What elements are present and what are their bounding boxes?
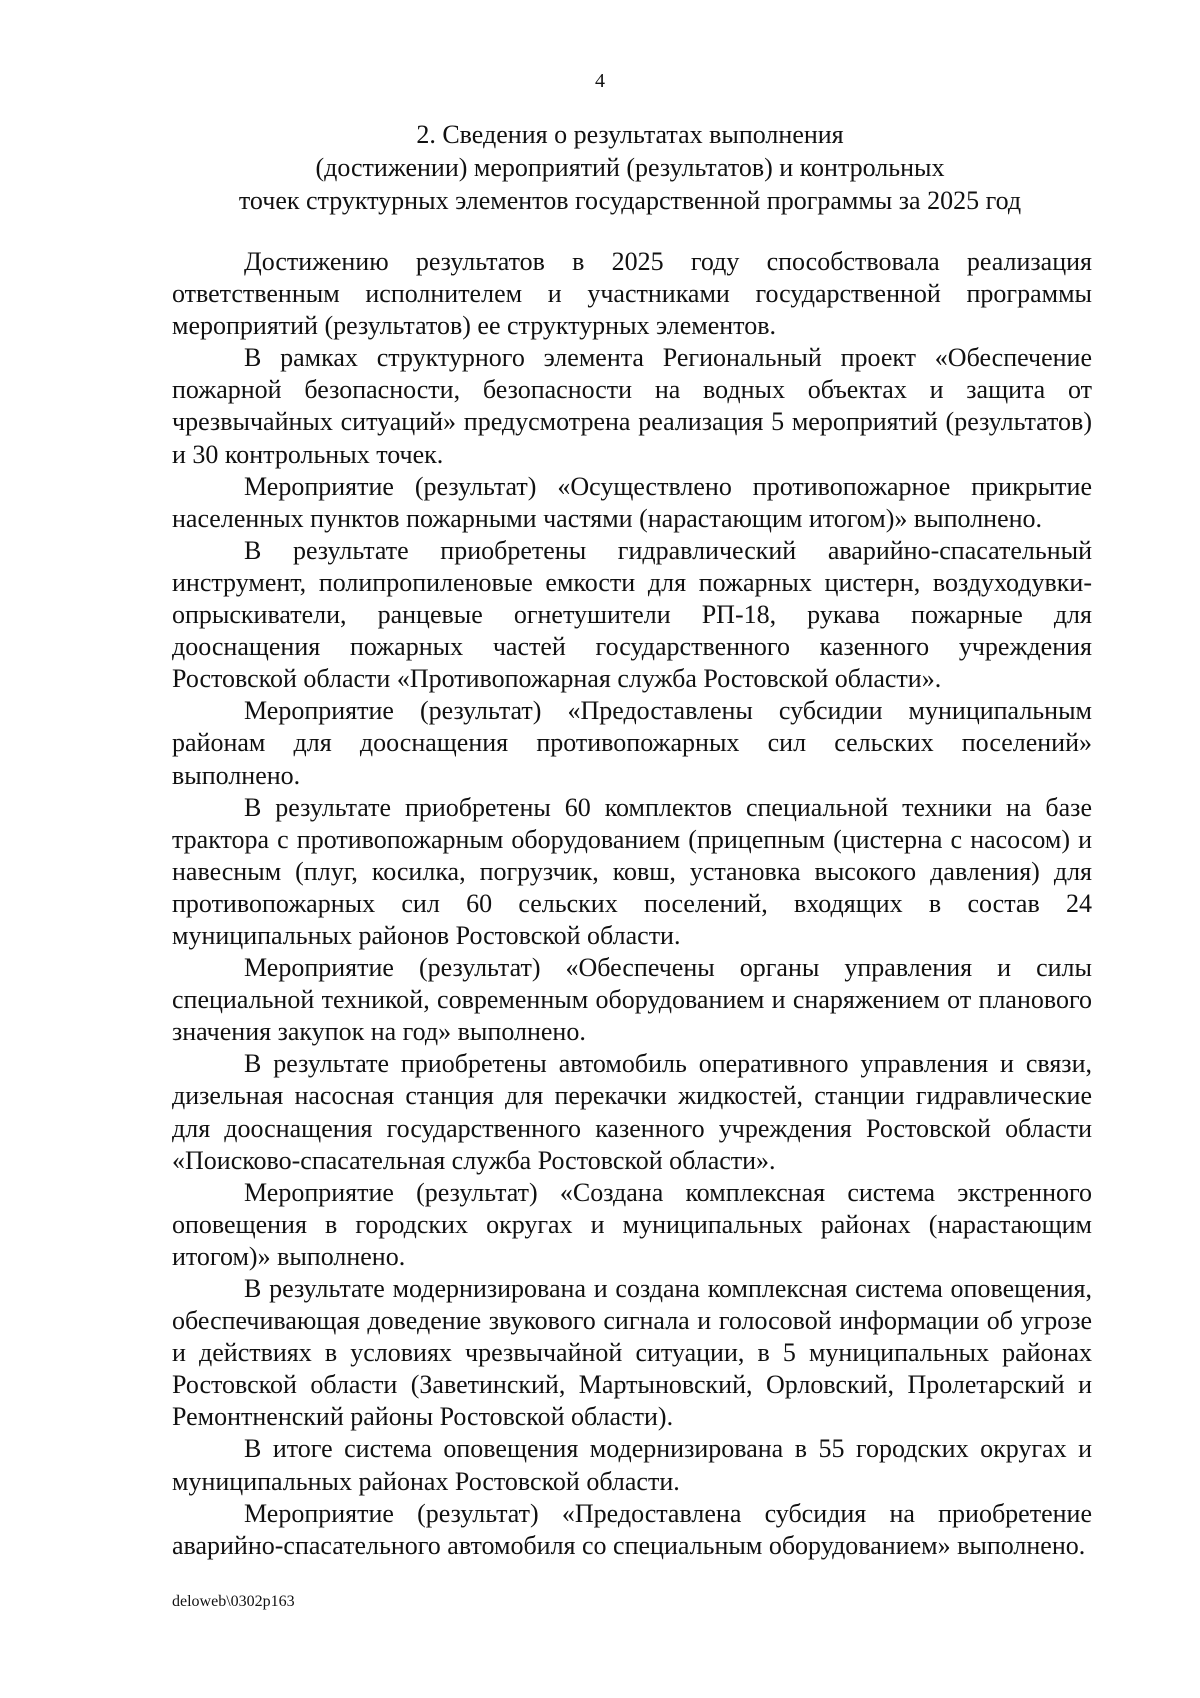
- paragraph: В результате приобретены гидравлический аварийно-спасательный инструмент, полипропиленовые емкости для пожарных цистерн, воздуходувки-опрыскиватели, ранцевые огнетушители РП-18, рукава пожарные для дооснащения пожарных частей государственного казенного учреждения Ростовской области «Противопожарная служба Ростовской области».: [172, 535, 1092, 694]
- paragraph: В рамках структурного элемента Региональный проект «Обеспечение пожарной безопасности, безопасности на водных объектах и защита от чрезвычайных ситуаций» предусмотрена реализация 5 мероприятий (результатов) и 30 контрольных точек.: [172, 343, 1092, 469]
- paragraph: В итоге система оповещения модернизирована в 55 городских округах и муниципальных районах Ростовской области.: [172, 1434, 1092, 1496]
- paragraph: Достижению результатов в 2025 году способствовала реализация ответственным исполнителем и участниками государственной программы мероприятий (результатов) ее структурных элементов.: [172, 247, 1092, 341]
- paragraph: Мероприятие (результат) «Предоставлены субсидии муниципальным районам для дооснащения противопожарных сил сельских поселений» выполнено.: [172, 696, 1092, 790]
- page-number: 4: [595, 70, 605, 92]
- paragraph: В результате модернизирована и создана комплексная система оповещения, обеспечивающая доведение звукового сигнала и голосовой информации об угрозе и действиях в условиях чрезвычайной ситуации, в 5 муниципальных районах Ростовской области (Заветинский, Мартыновский, Орловский, Пролетарский и Ремонтненский районы Ростовской области).: [172, 1274, 1092, 1432]
- paragraph: В результате приобретены автомобиль оперативного управления и связи, дизельная насосная станция для перекачки жидкостей, станции гидравлические для дооснащения государственного казенного учреждения Ростовской области «Поисково-спасательная служба Ростовской области».: [172, 1049, 1092, 1175]
- section-title-line: (достижении) мероприятий (результатов) и контрольных: [315, 153, 945, 182]
- paragraph: Мероприятие (результат) «Создана комплексная система экстренного оповещения в городских округах и муниципальных районах (нарастающим итогом)» выполнено.: [172, 1177, 1092, 1271]
- footer-file-reference: deloweb\0302p163: [172, 1593, 295, 1610]
- section-title-line: точек структурных элементов государственной программы за 2025 год: [238, 186, 1022, 215]
- paragraph: Мероприятие (результат) «Обеспечены органы управления и силы специальной техникой, современным оборудованием и снаряжением от планового значения закупок на год» выполнено.: [172, 953, 1092, 1047]
- section-title: [170, 118, 1090, 217]
- section-title-line: 2. Сведения о результатах выполнения: [416, 120, 844, 149]
- paragraph: В результате приобретены 60 комплектов специальной техники на базе трактора с противопожарным оборудованием (прицепным (цистерна с насосом) и навесным (плуг, косилка, погрузчик, ковш, установка высокого давления) для противопожарных сил 60 сельских поселений, входящих в состав 24 муниципальных районов Ростовской области.: [172, 792, 1092, 950]
- document-body: [172, 246, 1092, 1562]
- paragraph: Мероприятие (результат) «Осуществлено противопожарное прикрытие населенных пунктов пожарными частями (нарастающим итогом)» выполнено.: [172, 471, 1092, 533]
- paragraph: Мероприятие (результат) «Предоставлена субсидия на приобретение аварийно-спасательного автомобиля со специальным оборудованием» выполнено.: [172, 1498, 1092, 1560]
